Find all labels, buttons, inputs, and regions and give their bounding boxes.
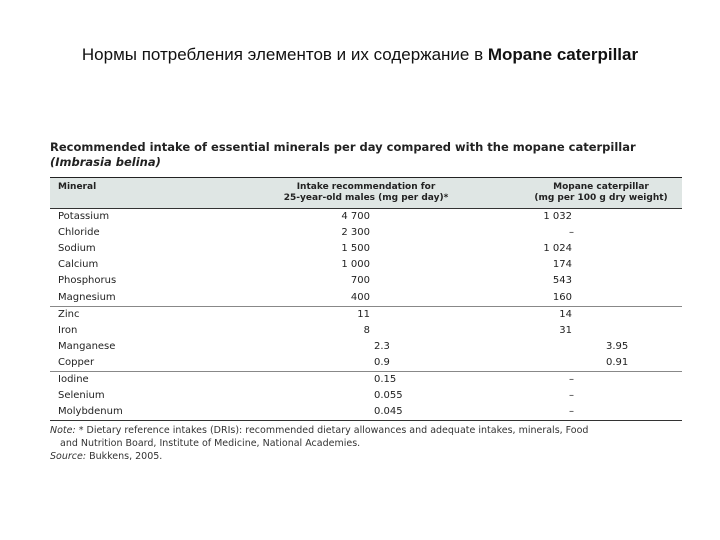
slide-title-text: Нормы потребления элементов и их содержание в [81, 45, 484, 64]
cell-mopane: 31 [559, 324, 572, 336]
cell-mopane: – [569, 373, 574, 385]
cell-mopane: 174 [552, 259, 572, 271]
cell-mopane: – [520, 404, 682, 421]
table-source [50, 450, 682, 463]
table-row [50, 209, 682, 226]
cell-mineral: Potassium [50, 209, 212, 226]
cell-mopane: 1 024 [543, 243, 572, 255]
note-text: * Dietary reference intakes (DRIs): recommended dietary allowances and adequate intakes, minerals, Food [78, 425, 589, 437]
mineral-table [50, 177, 682, 421]
cell-mineral: Iron [58, 324, 78, 336]
table-note [50, 424, 682, 437]
cell-intake: 2 300 [341, 227, 370, 239]
cell-intake: 700 [350, 275, 370, 287]
cell-mineral: Magnesium [50, 289, 212, 306]
column-header-mopane-line1: Mopane caterpillar [553, 182, 649, 192]
column-header-mopane-line2: (mg per 100 g dry weight) [534, 193, 668, 203]
cell-mineral: Calcium [58, 259, 99, 271]
cell-mopane: 160 [520, 289, 682, 306]
column-header-intake [212, 178, 520, 209]
slide-title-bold: Mopane caterpillar [487, 45, 639, 64]
cell-mineral: Iodine [58, 373, 89, 385]
cell-mineral: Phosphorus [58, 275, 117, 287]
cell-mopane: 14 [559, 308, 572, 320]
cell-intake: 1 500 [341, 243, 370, 255]
table-row [50, 306, 682, 323]
table-row [50, 273, 682, 289]
cell-mopane: 543 [552, 275, 572, 287]
cell-mopane: 1 032 [520, 209, 682, 226]
column-header-mineral: Mineral [58, 182, 97, 192]
cell-intake: 0.9 [212, 355, 520, 372]
table-notes [50, 424, 682, 463]
cell-mineral: Molybdenum [50, 404, 212, 421]
column-header-mopane [520, 178, 682, 209]
table-row [50, 388, 682, 404]
cell-intake: 8 [363, 324, 370, 336]
slide-title [60, 43, 660, 67]
table-row [50, 339, 682, 355]
cell-mineral: Copper [50, 355, 212, 372]
note-text-continued: and Nutrition Board, Institute of Medicine, National Academies. [60, 438, 361, 450]
cell-mopane: 0.91 [520, 355, 682, 372]
cell-intake: 1 000 [341, 259, 370, 271]
table-row [50, 355, 682, 372]
cell-mineral: Chloride [58, 227, 100, 239]
table-heading [50, 140, 682, 170]
table-row [50, 323, 682, 339]
table-heading-text: Recommended intake of essential minerals per day compared with the mopane caterpillar [50, 140, 636, 154]
cell-intake: 0.055 [374, 390, 403, 402]
cell-intake: 4 700 [212, 209, 520, 226]
column-header-intake-line2: 25-year-old males (mg per day)* [283, 193, 449, 203]
table-row [50, 289, 682, 306]
cell-mopane: – [569, 390, 574, 402]
cell-intake: 2.3 [374, 340, 390, 352]
mineral-table-block [50, 140, 682, 463]
table-row [50, 371, 682, 388]
cell-mopane: 3.95 [606, 340, 629, 352]
cell-mineral: Selenium [58, 390, 105, 402]
cell-mineral: Manganese [58, 340, 116, 352]
column-header-intake-line1: Intake recommendation for [296, 182, 436, 192]
table-row [50, 404, 682, 421]
table-heading-species: (Imbrasia belina) [50, 155, 161, 169]
cell-intake: 0.045 [212, 404, 520, 421]
source-label: Source: [50, 451, 87, 463]
table-row [50, 225, 682, 241]
table-row [50, 257, 682, 273]
note-label: Note: [50, 425, 76, 437]
source-text: Bukkens, 2005. [89, 451, 163, 463]
table-header-row [50, 178, 682, 209]
cell-intake: 0.15 [374, 373, 397, 385]
cell-intake: 400 [212, 289, 520, 306]
cell-mineral: Zinc [58, 308, 80, 320]
cell-mopane: – [569, 227, 574, 239]
cell-mineral: Sodium [58, 243, 96, 255]
table-row [50, 241, 682, 257]
cell-intake: 11 [357, 308, 370, 320]
